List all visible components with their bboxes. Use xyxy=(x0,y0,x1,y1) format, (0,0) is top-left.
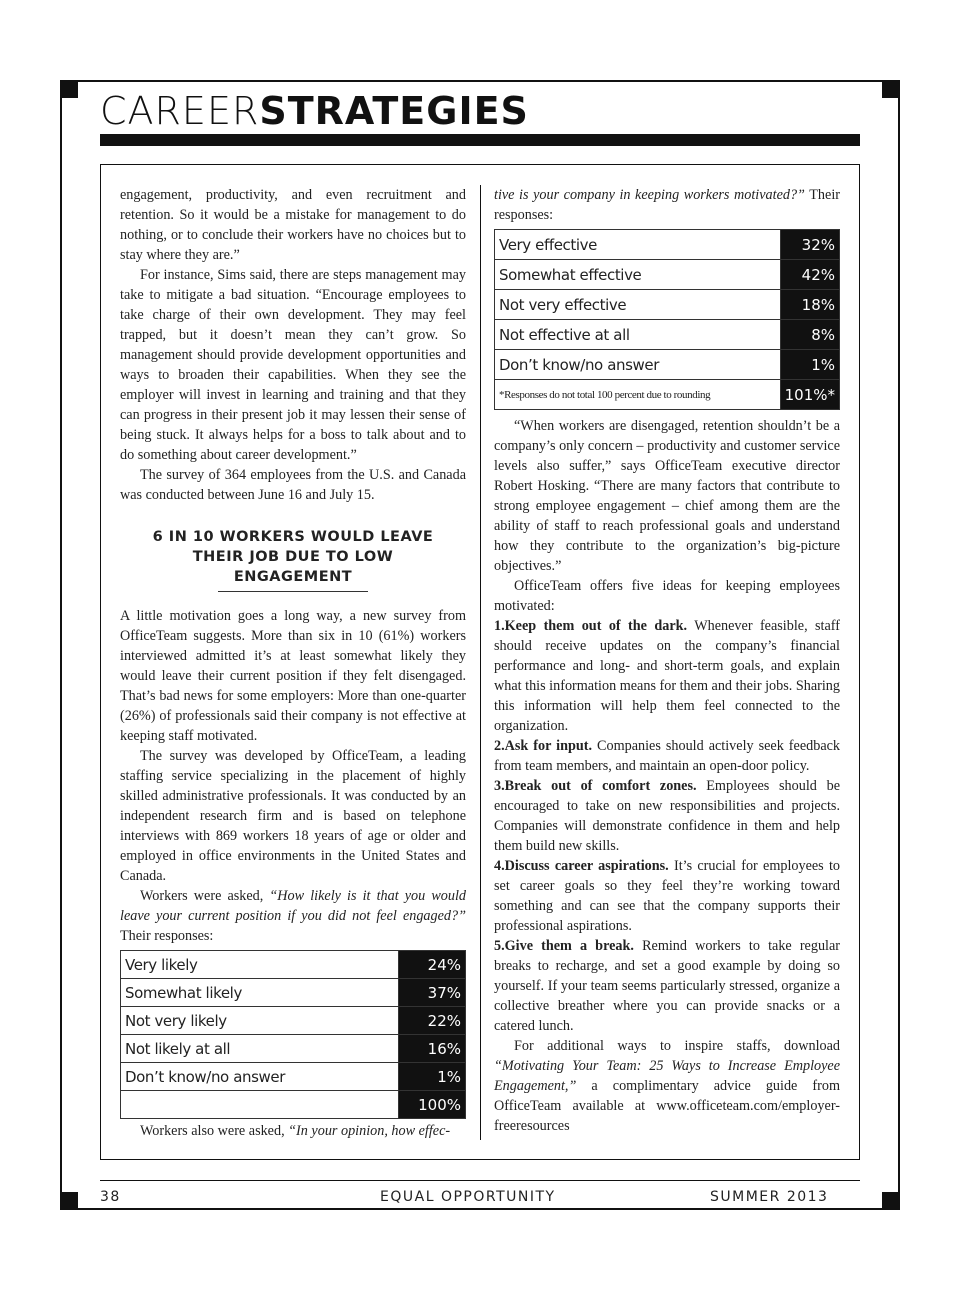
row-label: Not very likely xyxy=(121,1007,399,1035)
article-box xyxy=(100,164,860,1160)
tip-heading: 4.Discuss career aspirations. xyxy=(494,858,669,874)
issue-date: SUMMER 2013 xyxy=(710,1189,829,1205)
paragraph: The survey was developed by OfficeTeam, a leading staffing service specializing in the placement of highly skilled administrative professionals. It was conducted by an independent research firm and is based on telephone interviews with 869 workers 18 years of age or older and employed in office environments in the United States and Canada. xyxy=(120,748,466,884)
row-value: 18% xyxy=(780,290,839,320)
paragraph xyxy=(494,185,840,225)
row-value: 16% xyxy=(399,1035,466,1063)
rounding-note: *Responses do not total 100 percent due to rounding xyxy=(495,380,781,410)
row-label: Very likely xyxy=(121,951,399,979)
effectiveness-table xyxy=(494,229,840,410)
row-label: Very effective xyxy=(495,230,781,260)
paragraph: engagement, productivity, and even recruitment and retention. So it would be a mistake for management to do nothing, or to conclude their workers have no choices but to stay where they are.” xyxy=(120,187,466,263)
article-subhead: 6 IN 10 WORKERS WOULD LEAVE THEIR JOB DUE TO LOW ENGAGEMENT xyxy=(152,529,434,585)
paragraph: The survey of 364 employees from the U.S. and Canada was conducted between June 16 and July 15. xyxy=(120,467,466,503)
row-value: 32% xyxy=(780,230,839,260)
corner-mark xyxy=(882,80,900,98)
tip-body: It’s crucial for employees to set career goals so they feel they’re working toward something and can see that the company supports their professional aspirations. xyxy=(494,858,840,934)
magazine-name: EQUAL OPPORTUNITY xyxy=(380,1189,556,1205)
row-value: 8% xyxy=(780,320,839,350)
text: Their responses: xyxy=(494,187,840,223)
row-label: Don’t know/no answer xyxy=(495,350,781,380)
survey-question: “How likely is it that you would leave your current position if you did not feel engaged?” xyxy=(120,888,467,924)
paragraph xyxy=(120,1121,466,1141)
row-label: Not very effective xyxy=(495,290,781,320)
tip-item xyxy=(494,616,840,736)
text: Workers also were asked, xyxy=(140,1123,289,1139)
row-label: Not effective at all xyxy=(495,320,781,350)
masthead-bar xyxy=(100,134,860,146)
table-row xyxy=(495,350,840,380)
tip-body: Companies should actively seek feedback from team members, and maintain an open-door policy. xyxy=(494,738,841,774)
tip-heading: 3.Break out of comfort zones. xyxy=(494,778,697,794)
text: For additional ways to inspire staffs, download xyxy=(514,1038,840,1054)
row-value: 42% xyxy=(780,260,839,290)
corner-mark xyxy=(60,1192,78,1210)
text: Their responses: xyxy=(120,928,214,944)
survey-question: tive is your company in keeping workers motivated?” xyxy=(494,187,805,203)
table-row xyxy=(495,230,840,260)
row-value: 1% xyxy=(399,1063,466,1091)
right-column xyxy=(494,185,840,1136)
row-total: 101%* xyxy=(780,380,839,410)
tip-body: Remind workers to take regular breaks to recharge, and set a good example by doing so yourself. If your team seems particularly stressed, organize a collective breather where you can provide snacks or a catered lunch. xyxy=(494,938,841,1034)
table-row xyxy=(495,290,840,320)
table-row xyxy=(495,320,840,350)
paragraph: “When workers are disengaged, retention shouldn’t be a company’s only concern – productivity and customer service levels also suffer,” says OfficeTeam executive director Robert Hosking. “There are many factors that contribute to strong employee engagement – chief among them are the ability of staff to reach professional goals and understand how they contribute to the organization’s big-picture objectives.” xyxy=(494,418,840,574)
table-total-row xyxy=(121,1091,466,1119)
table-total-row xyxy=(495,380,840,410)
row-total: 100% xyxy=(399,1091,466,1119)
row-value: 1% xyxy=(780,350,839,380)
table-row xyxy=(121,1007,466,1035)
section-masthead xyxy=(100,89,529,133)
tip-body: Employees should be encouraged to take on new responsibilities and projects. Companies will demonstrate confidence in them and help them build new skills. xyxy=(494,778,840,854)
corner-mark xyxy=(60,80,78,98)
table-row xyxy=(495,260,840,290)
paragraph xyxy=(494,1036,840,1136)
row-value: 37% xyxy=(399,979,466,1007)
paragraph: OfficeTeam offers five ideas for keeping employees motivated: xyxy=(494,578,840,614)
masthead-light: CAREER xyxy=(100,89,260,133)
corner-mark xyxy=(882,1192,900,1210)
row-value: 22% xyxy=(399,1007,466,1035)
subhead-rule xyxy=(218,591,368,592)
table-row xyxy=(121,979,466,1007)
paragraph xyxy=(120,886,466,946)
row-label: Somewhat effective xyxy=(495,260,781,290)
row-label: Not likely at all xyxy=(121,1035,399,1063)
tip-heading: 2.Ask for input. xyxy=(494,738,593,754)
table-row xyxy=(121,1035,466,1063)
tip-item xyxy=(494,776,840,856)
row-label: Don’t know/no answer xyxy=(121,1063,399,1091)
tip-item xyxy=(494,936,840,1036)
likelihood-table xyxy=(120,950,466,1119)
text: a complimentary advice guide from OfficeTeam available at www.officeteam.com/employer-freeresources xyxy=(494,1078,840,1134)
tip-heading: 1.Keep them out of the dark. xyxy=(494,618,688,634)
row-label: Somewhat likely xyxy=(121,979,399,1007)
paragraph: A little motivation goes a long way, a new survey from OfficeTeam suggests. More than six in 10 (61%) workers interviewed admitted it’s at least somewhat likely they would leave their current position if they felt disengaged. That’s bad news for some employers: More than one-quarter (26%) of professionals said their company is not effective at keeping staff motivated. xyxy=(120,608,466,744)
text: Workers were asked, xyxy=(140,888,270,904)
tip-heading: 5.Give them a break. xyxy=(494,938,634,954)
tip-item xyxy=(494,856,840,936)
page-number: 38 xyxy=(100,1189,121,1205)
survey-question: “In your opinion, how effec- xyxy=(288,1123,451,1139)
row-value: 24% xyxy=(399,951,466,979)
guide-title: “Motivating Your Team: 25 Ways to Increase Employee Engagement,” xyxy=(494,1058,840,1094)
tip-item xyxy=(494,736,840,776)
left-column xyxy=(120,185,466,1141)
table-row xyxy=(121,1063,466,1091)
paragraph: For instance, Sims said, there are steps management may take to mitigate a bad situation. “Encourage employees to take charge of their own development. They may feel trapped, but it doesn’t mean they can’t grow. So management should provide development opportunities and ways to broaden their capabilities. When they see the employer will invest in learning and training and that they can progress in their present job it may lessen their sense of being stuck. It always helps for a boss to talk about and to do something about career development.” xyxy=(120,267,466,463)
masthead-bold: STRATEGIES xyxy=(259,89,529,133)
column-divider xyxy=(480,185,481,1140)
table-row xyxy=(121,951,466,979)
row-label xyxy=(121,1091,399,1119)
tip-body: Whenever feasible, staff should receive updates on the company’s financial performance and long- and short-term goals, and explain what this information means for them and their jobs. Sharing this information will help them feel connected to the organization. xyxy=(494,618,840,734)
footer-rule xyxy=(100,1180,860,1181)
